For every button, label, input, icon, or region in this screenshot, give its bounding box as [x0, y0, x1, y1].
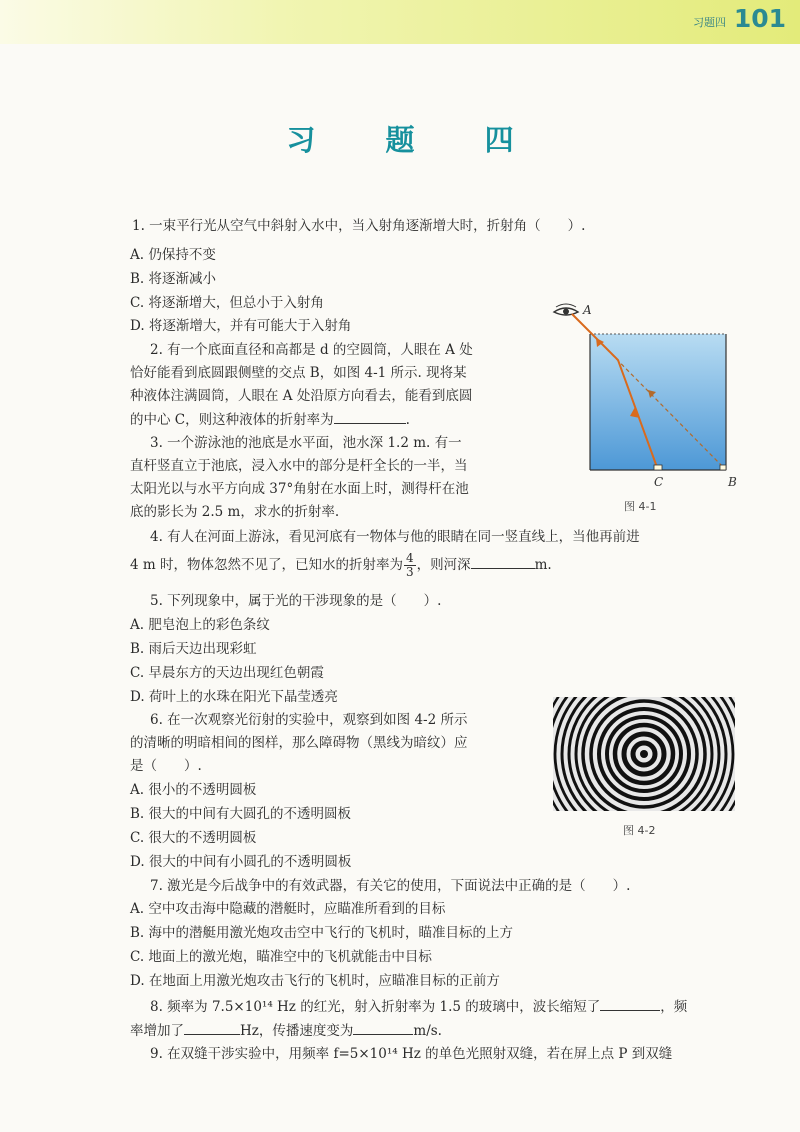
question-2-line-1: 2. 有一个底面直径和高都是 d 的空圆筒，人眼在 A 处	[150, 342, 473, 358]
label-c: C	[654, 475, 664, 489]
question-1: 1. 一束平行光从空气中斜射入水中，当入射角逐渐增大时，折射角（ ）.	[132, 218, 586, 234]
question-2-line-4-text: 的中心 C，则这种液体的折射率为	[130, 412, 334, 428]
q5-option-c: C. 早晨东方的天边出现红色朝霞	[130, 665, 324, 681]
question-5: 5. 下列现象中，属于光的干涉现象的是（ ）.	[150, 593, 442, 609]
answer-blank	[353, 1021, 413, 1035]
q1-option-c: C. 将逐渐增大，但总小于入射角	[130, 295, 324, 311]
answer-blank	[471, 555, 535, 569]
q5-option-d: D. 荷叶上的水珠在阳光下晶莹透亮	[130, 689, 338, 705]
eye-icon	[554, 304, 578, 315]
answer-blank	[600, 997, 660, 1011]
q8-text-e: m/s.	[413, 1023, 442, 1039]
page-title: 习 题 四	[286, 123, 544, 157]
label-b: B	[728, 475, 737, 489]
point-c-marker	[654, 465, 662, 470]
q7-option-b: B. 海中的潜艇用激光炮攻击空中飞行的飞机时，瞄准目标的上方	[130, 925, 514, 941]
q8-text-a: 8. 频率为 7.5×10¹⁴ Hz 的红光，射入折射率为 1.5 的玻璃中，波长缩短了	[150, 999, 601, 1015]
q8-text-c: 率增加了	[130, 1023, 184, 1039]
fraction-numerator: 4	[405, 551, 414, 565]
q6-option-c: C. 很大的不透明圆板	[130, 830, 257, 846]
page-number: 101	[733, 4, 786, 33]
figure-4-2-caption: 图 4-2	[623, 824, 656, 837]
question-6-line-1: 6. 在一次观察光衍射的实验中，观察到如图 4-2 所示	[150, 712, 468, 728]
answer-blank	[334, 410, 406, 424]
header-band	[0, 0, 800, 44]
question-3-line-3: 太阳光以与水平方向成 37°角射在水面上时，测得杆在池	[130, 481, 469, 497]
question-8-line-2	[130, 1021, 442, 1040]
q1-option-b: B. 将逐渐减小	[130, 271, 217, 287]
question-6-line-3: 是（ ）.	[130, 758, 202, 774]
question-2-line-4: 的中心 C，则这种液体的折射率为 .	[130, 412, 410, 428]
q6-option-b: B. 很大的中间有大圆孔的不透明圆板	[130, 806, 352, 822]
q6-option-d: D. 很大的中间有小圆孔的不透明圆板	[130, 854, 352, 870]
q4-text-b: ，则河深	[416, 557, 471, 573]
question-2-line-3: 种液体注满圆筒，人眼在 A 处沿原方向看去，能看到底圆	[130, 388, 473, 404]
answer-blank	[184, 1021, 240, 1035]
question-3-line-1: 3. 一个游泳池的池底是水平面，池水深 1.2 m. 有一	[150, 435, 462, 451]
fraction-denominator: 3	[405, 565, 414, 579]
q8-text-b: ，频	[660, 999, 688, 1015]
header-section-label: 习题四	[693, 16, 726, 29]
label-a: A	[583, 303, 592, 317]
q5-option-a: A. 肥皂泡上的彩色条纹	[130, 617, 270, 633]
figure-4-1	[550, 300, 750, 490]
q8-text-d: Hz，传播速度变为	[240, 1023, 354, 1039]
q7-option-d: D. 在地面上用激光炮攻击飞行的飞机时，应瞄准目标的正前方	[130, 973, 500, 989]
question-7: 7. 激光是今后战争中的有效武器，有关它的使用，下面说法中正确的是（ ）.	[150, 878, 631, 894]
figure-4-2	[553, 697, 735, 811]
q7-option-c: C. 地面上的激光炮，瞄准空中的飞机就能击中目标	[130, 949, 432, 965]
question-3-line-4: 底的影长为 2.5 m，求水的折射率.	[130, 504, 340, 520]
q1-option-a: A. 仍保持不变	[130, 247, 216, 263]
question-8-line-1	[150, 997, 687, 1016]
question-6-line-2: 的清晰的明暗相间的图样，那么障碍物（黑线为暗纹）应	[130, 735, 468, 751]
question-4-line-1: 4. 有人在河面上游泳，看见河底有一物体与他的眼睛在同一竖直线上，当他再前进	[150, 529, 640, 545]
q5-option-b: B. 雨后天边出现彩虹	[130, 641, 257, 657]
question-2-line-2: 恰好能看到底圆跟侧壁的交点 B，如图 4-1 所示. 现将某	[130, 365, 467, 381]
figure-4-1-caption: 图 4-1	[624, 500, 657, 513]
q4-text-c: m.	[534, 557, 552, 573]
question-4-line-2	[130, 551, 552, 579]
q4-text-a: 4 m 时，物体忽然不见了，已知水的折射率为	[130, 557, 403, 573]
q6-option-a: A. 很小的不透明圆板	[130, 782, 257, 798]
fraction-4-3	[404, 552, 416, 579]
q7-option-a: A. 空中攻击海中隐藏的潜艇时，应瞄准所看到的目标	[130, 901, 446, 917]
point-b-marker	[720, 465, 726, 470]
question-3-line-2: 直杆竖直立于池底，浸入水中的部分是杆全长的一半，当	[130, 458, 468, 474]
question-9: 9. 在双缝干涉实验中，用频率 f=5×10¹⁴ Hz 的单色光照射双缝，若在屏上点 P 到双缝	[150, 1046, 673, 1062]
q1-option-d: D. 将逐渐增大，并有可能大于入射角	[130, 318, 352, 334]
